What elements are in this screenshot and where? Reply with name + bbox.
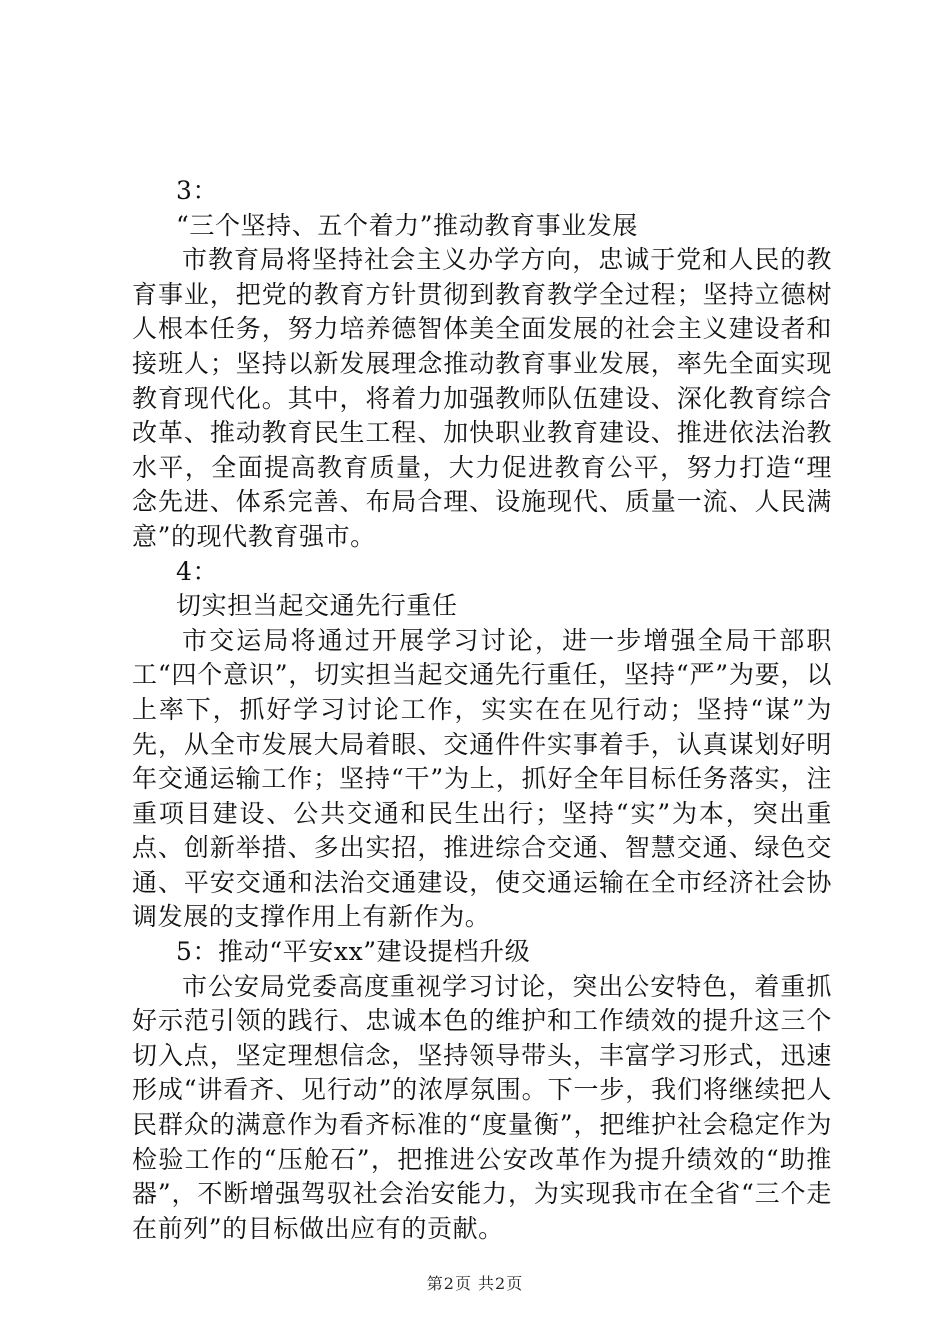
section-4-number: 4：	[176, 556, 219, 586]
section-5-heading: 5：推动“平安xx”建设提档升级	[176, 937, 531, 967]
section-5-body: 市公安局党委高度重视学习讨论，突出公安特色，着重抓好示范引领的践行、忠诚本色的维护和工作绩效的提升这三个切入点，坚定理想信念，坚持领导带头，丰富学习形式，迅速形成“讲看齐、见行动”的浓厚氛围。下一步，我们将继续把人民群众的满意作为看齐标准的“度量衡”，把维护社会稳定作为检验工作的“压舱石”，把推进公安改革作为提升绩效的“助推器”，不断增强驾驭社会治安能力，为实现我市在全省“三个走在前列”的目标做出应有的贡献。	[132, 971, 832, 1243]
section-4-title: 切实担当起交通先行重任	[176, 591, 458, 621]
section-3-number: 3：	[176, 176, 219, 205]
document-body	[132, 174, 832, 1246]
section-4-body: 市交运局将通过开展学习讨论，进一步增强全局干部职工“四个意识”，切实担当起交通先行重任，坚持“严”为要，以上率下，抓好学习讨论工作，实实在在见行动；坚持“谋”为先，从全市发展大局着眼、交通件件实事着手，认真谋划好明年交通运输工作；坚持“干”为上，抓好全年目标任务落实，注重项目建设、公共交通和民生出行；坚持“实”为本，突出重点、创新举措、多出实招，推进综合交通、智慧交通、绿色交通、平安交通和法治交通建设，使交通运输在全市经济社会协调发展的支撑作用上有新作为。	[132, 625, 832, 932]
section-3-title: “三个坚持、五个着力”推动教育事业发展	[176, 210, 638, 240]
section-3-body: 市教育局将坚持社会主义办学方向，忠诚于党和人民的教育事业，把党的教育方针贯彻到教育教学全过程；坚持立德树人根本任务，努力培养德智体美全面发展的社会主义建设者和接班人；坚持以新发展理念推动教育事业发展，率先全面实现教育现代化。其中，将着力加强教师队伍建设、深化教育综合改革、推动教育民生工程、加快职业教育建设、推进依法治教水平，全面提高教育质量，大力促进教育公平，努力打造“理念先进、体系完善、布局合理、设施现代、质量一流、人民满意”的现代教育强市。	[132, 245, 832, 551]
page-footer: 第2页 共2页	[426, 1274, 524, 1293]
